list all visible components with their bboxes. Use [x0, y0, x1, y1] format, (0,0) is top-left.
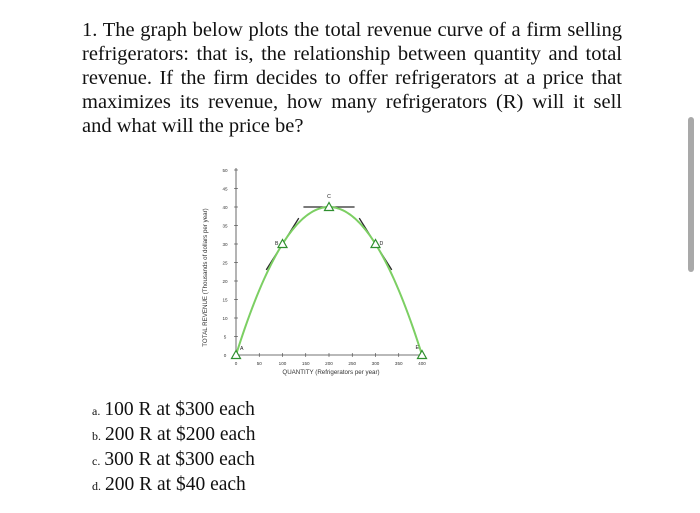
point-label: E: [415, 345, 419, 351]
total-revenue-chart: [195, 158, 435, 380]
point-markers: [232, 194, 427, 359]
y-tick-label: 35: [222, 223, 228, 229]
y-tick-label: 10: [222, 315, 228, 321]
point-marker: [418, 351, 427, 359]
chart-ticks: [222, 168, 426, 366]
answer-text: 300 R at $300 each: [104, 449, 255, 470]
vertical-scrollbar[interactable]: [688, 117, 694, 272]
point-label: C: [327, 194, 331, 200]
point-label: A: [240, 346, 244, 352]
x-tick-label: 0: [234, 361, 238, 366]
answer-letter: b.: [92, 429, 101, 443]
x-axis-label: QUANTITY (Refrigerators per year): [282, 369, 380, 376]
answer-letter: a.: [92, 404, 101, 418]
x-tick-label: 100: [278, 361, 287, 366]
y-tick-label: 15: [222, 297, 228, 303]
point-label: B: [275, 241, 279, 247]
y-tick-label: 40: [222, 204, 228, 210]
y-tick-label: 25: [222, 260, 228, 266]
x-tick-label: 50: [256, 361, 262, 366]
x-tick-label: 200: [325, 361, 333, 366]
answer-letter: c.: [92, 454, 101, 468]
y-tick-label: 30: [222, 241, 228, 247]
y-tick-label: 5: [223, 334, 227, 340]
y-tick-label: 45: [222, 186, 228, 192]
x-tick-label: 250: [348, 361, 357, 366]
y-tick-label: 20: [222, 278, 228, 284]
answer-text: 200 R at $40 each: [105, 474, 246, 495]
answer-text: 200 R at $200 each: [105, 424, 256, 445]
answer-options: [92, 398, 256, 498]
answer-option[interactable]: [92, 398, 256, 423]
y-tick-label: 0: [223, 352, 227, 358]
y-axis-label: TOTAL REVENUE (Thousands of dollars per year): [202, 208, 209, 347]
answer-text: 100 R at $300 each: [104, 399, 255, 420]
x-tick-label: 150: [301, 361, 310, 366]
revenue-curve: [236, 207, 422, 355]
question-text: 1. The graph below plots the total revenue curve of a firm selling refrigerators: that is, the relationship between quantity and total revenue. If the firm decides to offer refrigerators at a price that maximizes its revenue, how many refrigerators (R) will it sell and what will the price be?: [82, 19, 622, 137]
answer-letter: d.: [92, 479, 101, 493]
x-tick-label: 350: [394, 361, 403, 366]
answer-option[interactable]: [92, 473, 256, 498]
answer-option[interactable]: [92, 448, 256, 473]
y-tick-label: 50: [222, 167, 228, 173]
point-label: D: [379, 241, 384, 247]
x-tick-label: 400: [418, 361, 426, 366]
answer-option[interactable]: [92, 423, 256, 448]
x-tick-label: 300: [371, 361, 380, 366]
